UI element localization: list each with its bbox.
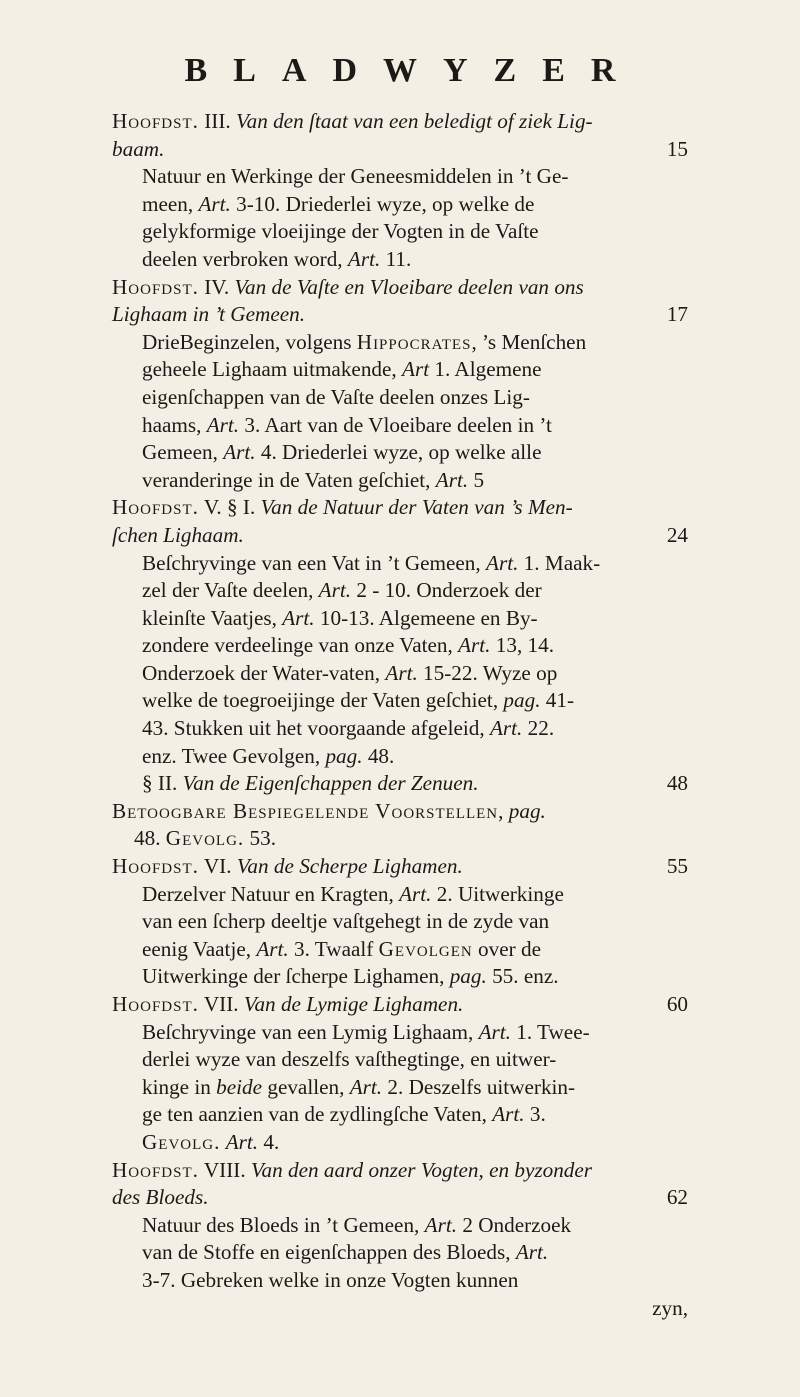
- text-line: [142, 881, 688, 909]
- text-line: [142, 632, 688, 660]
- roman-text: 3-10. Driederlei wyze, op welke de: [230, 191, 535, 216]
- italic-text: Art.: [492, 1102, 525, 1127]
- roman-text: 4. Driederlei wyze, op welke alle: [255, 440, 542, 465]
- text-line: [112, 991, 688, 1019]
- text-line: [142, 1212, 688, 1240]
- italic-text: Art.: [318, 578, 352, 603]
- italic-text: Van de Vaſte en Vloeibare deelen van ons: [234, 274, 584, 299]
- roman-text: meen,: [142, 191, 199, 216]
- italic-text: Van de Natuur der Vaten van ’s Men-: [260, 495, 573, 520]
- italic-text: Art.: [515, 1240, 549, 1265]
- entry-summary: [120, 550, 688, 771]
- roman-text: Natuur en Werkinge der Geneesmiddelen in ’t Ge-: [142, 164, 569, 189]
- roman-text: VII.: [198, 992, 244, 1016]
- text-line: [112, 1157, 688, 1185]
- roman-text: kinge in: [142, 1074, 217, 1099]
- italic-text: Art.: [486, 550, 519, 575]
- italic-text: Art.: [256, 936, 289, 961]
- entry-summary: [120, 163, 688, 273]
- roman-text: Beſchryvinge van een Lymig Lighaam,: [142, 1019, 479, 1044]
- text-line: [112, 1184, 688, 1212]
- text-line: [142, 605, 688, 633]
- entry-summary: [120, 770, 688, 798]
- page-number: 24: [666, 522, 688, 547]
- italic-text: ſchen Lighaam.: [112, 522, 244, 547]
- text-line: [142, 963, 688, 991]
- text-line: [142, 246, 688, 274]
- italic-text: Art.: [347, 246, 381, 271]
- roman-text: 3.: [524, 1102, 546, 1127]
- small-caps-text: Hoofdst.: [112, 274, 199, 299]
- text-line: [142, 715, 688, 743]
- text-line: [142, 412, 688, 440]
- small-caps-text: Gevolg.: [165, 826, 245, 851]
- roman-text: Natuur des Bloeds in ’t Gemeen,: [142, 1212, 425, 1237]
- text-line: [142, 908, 688, 936]
- italic-text: Van de Eigenſchappen der Zenuen.: [182, 771, 479, 796]
- roman-text: V. § I.: [198, 495, 261, 520]
- roman-text: § II.: [142, 771, 183, 796]
- text-line: [120, 825, 688, 853]
- chapter-heading: [112, 108, 688, 163]
- italic-text: Art.: [478, 1019, 511, 1044]
- roman-text: 22.: [522, 716, 555, 741]
- roman-text: eigenſchappen van de Vaſte deelen onzes Lig-: [142, 384, 530, 409]
- small-caps-text: Hoofdst.: [112, 495, 199, 520]
- roman-text: 53.: [244, 826, 276, 851]
- roman-text: Onderzoek der Water-vaten,: [142, 660, 386, 685]
- roman-text: 10-13. Algemeene en By-: [314, 605, 538, 630]
- roman-text: 3. Aart van de Vloeibare deelen in ’t: [239, 412, 552, 437]
- chapter-heading: [112, 1157, 688, 1212]
- text-line: [112, 522, 688, 550]
- page-number: 62: [666, 1185, 688, 1210]
- italic-text: pag.: [508, 798, 546, 823]
- italic-text: Art.: [282, 605, 315, 630]
- text-line: [142, 1267, 688, 1295]
- italic-text: Art.: [225, 1129, 259, 1154]
- italic-text: Art.: [223, 440, 256, 465]
- text-line: [142, 218, 688, 246]
- roman-text: 4.: [258, 1129, 280, 1154]
- text-line: [112, 798, 688, 826]
- roman-text: 1. Twee-: [510, 1019, 590, 1044]
- page-number: 60: [666, 992, 688, 1016]
- text-line: [142, 356, 688, 384]
- roman-text: Beſchryvinge van een Vat in ’t Gemeen,: [142, 550, 486, 575]
- roman-text: gevallen,: [262, 1074, 350, 1099]
- roman-text: DrieBeginzelen, volgens: [142, 329, 357, 354]
- roman-text: 15-22. Wyze op: [417, 660, 558, 685]
- small-caps-text: Gevolg.: [142, 1129, 221, 1154]
- text-line: [142, 191, 688, 219]
- roman-text: Derzelver Natuur en Kragten,: [142, 881, 400, 906]
- entry-summary: [120, 1019, 688, 1157]
- roman-text: 43. Stukken uit het voorgaande afgeleid,: [142, 716, 490, 741]
- italic-text: Art: [402, 357, 430, 382]
- entry-summary: [120, 1212, 688, 1320]
- text-line: [112, 136, 688, 164]
- italic-text: Van den aard onzer Vogten, en byzonder: [250, 1157, 593, 1182]
- roman-text: 48.: [134, 826, 166, 851]
- italic-text: Art.: [489, 716, 523, 741]
- italic-text: Van de Scherpe Lighamen.: [236, 854, 463, 879]
- italic-text: Lighaam in ’t Gemeen.: [112, 302, 306, 327]
- roman-text: geheele Lighaam uitmakende,: [142, 357, 403, 382]
- page-number: 15: [666, 136, 688, 161]
- italic-text: Art.: [349, 1074, 383, 1099]
- index-text: [112, 108, 688, 1322]
- italic-text: Art.: [399, 881, 432, 906]
- running-head: BLADWYZER: [184, 52, 642, 89]
- chapter-heading: [112, 853, 688, 881]
- text-line: [142, 743, 688, 771]
- italic-text: baam.: [112, 136, 165, 161]
- roman-text: 2 - 10. Onderzoek der: [351, 578, 542, 603]
- small-caps-text: Hoofdst.: [112, 1157, 199, 1182]
- chapter-heading: [112, 494, 688, 549]
- small-caps-text: Hippocrates: [356, 329, 472, 354]
- text-line: [142, 467, 688, 495]
- page-number: 48: [666, 771, 688, 796]
- roman-text: 48.: [362, 743, 395, 768]
- text-line: [142, 1046, 688, 1074]
- text-line: [142, 1129, 688, 1157]
- roman-text: over de: [472, 936, 541, 961]
- roman-text: gelykformige vloeijinge der Vogten in de Vaſte: [142, 219, 539, 244]
- roman-text: 13, 14.: [490, 633, 555, 658]
- text-line: [112, 494, 688, 522]
- text-line: [142, 550, 688, 578]
- italic-text: Art.: [458, 633, 491, 658]
- text-line: [142, 384, 688, 412]
- italic-text: Art.: [424, 1212, 458, 1237]
- roman-text: haams,: [142, 412, 207, 437]
- entry-summary: [120, 881, 688, 991]
- roman-text: derlei wyze van deszelfs vaſthegtinge, en uitwer-: [142, 1047, 557, 1072]
- chapter-heading: [112, 274, 688, 329]
- text-line: [142, 163, 688, 191]
- roman-text: zondere verdeelinge van onze Vaten,: [142, 633, 459, 658]
- roman-text: ge ten aanzien van de zydlingſche Vaten,: [142, 1102, 493, 1127]
- page-number: zyn,: [652, 1295, 688, 1320]
- small-caps-text: Hoofdst.: [112, 854, 199, 879]
- text-line: [112, 853, 688, 881]
- roman-text: 1. Maak-: [518, 550, 601, 575]
- text-line: [142, 1101, 688, 1129]
- entry-summary: [120, 329, 688, 495]
- italic-text: Art.: [198, 191, 231, 216]
- roman-text: 11.: [380, 246, 412, 271]
- italic-text: pag.: [503, 688, 541, 713]
- italic-text: Van de Lymige Lighamen.: [243, 992, 464, 1016]
- text-line: [142, 1239, 688, 1267]
- roman-text: 3. Twaalf: [288, 936, 379, 961]
- roman-text: van de Stoffe en eigenſchappen des Bloeds,: [142, 1240, 516, 1265]
- roman-text: , ’s Menſchen: [471, 329, 587, 354]
- chapter-heading: [112, 798, 688, 853]
- italic-text: Art.: [435, 467, 469, 492]
- roman-text: 1. Algemene: [429, 357, 542, 382]
- roman-text: VI.: [198, 854, 237, 879]
- roman-text: zel der Vaſte deelen,: [142, 578, 319, 603]
- roman-text: veranderinge in de Vaten geſchiet,: [142, 467, 436, 492]
- text-line: [142, 1019, 688, 1047]
- text-line: [142, 660, 688, 688]
- roman-text: Uitwerkinge der ſcherpe Lighamen,: [142, 964, 450, 989]
- roman-text: 41-: [540, 688, 575, 713]
- roman-text: IV.: [198, 274, 235, 299]
- small-caps-text: Hoofdst.: [112, 109, 199, 133]
- italic-text: pag.: [325, 743, 363, 768]
- italic-text: des Bloeds.: [112, 1185, 209, 1210]
- roman-text: eenig Vaatje,: [142, 936, 257, 961]
- roman-text: ,: [498, 798, 509, 823]
- italic-text: pag.: [449, 964, 487, 989]
- roman-text: welke de toegroeijinge der Vaten geſchiet,: [142, 688, 504, 713]
- italic-text: Art.: [206, 412, 240, 437]
- roman-text: 2 Onderzoek: [457, 1212, 572, 1237]
- text-line: [142, 1074, 688, 1102]
- italic-text: beide: [216, 1074, 263, 1099]
- roman-text: enz. Twee Gevolgen,: [142, 743, 326, 768]
- roman-text: 3-7. Gebreken welke in onze Vogten kunnen: [142, 1267, 519, 1292]
- text-line: [112, 274, 688, 302]
- roman-text: VIII.: [198, 1157, 251, 1182]
- text-line: [142, 936, 688, 964]
- small-caps-text: Gevolgen: [378, 936, 473, 961]
- roman-text: 5: [468, 467, 485, 492]
- page-number: 17: [666, 302, 688, 327]
- italic-text: Van den ſtaat van een beledigt of ziek Lig-: [236, 109, 593, 133]
- text-line: [142, 687, 688, 715]
- page-number: 55: [666, 854, 688, 879]
- roman-text: kleinſte Vaatjes,: [142, 605, 283, 630]
- text-line: [142, 329, 688, 357]
- roman-text: 2. Uitwerkinge: [431, 881, 564, 906]
- text-line: [112, 301, 688, 329]
- small-caps-text: Hoofdst.: [112, 992, 199, 1016]
- small-caps-text: Betoogbare Bespiegelende Voorstellen: [112, 798, 499, 823]
- roman-text: 2. Deszelfs uitwerkin-: [382, 1074, 576, 1099]
- chapter-heading: [112, 991, 688, 1019]
- roman-text: 55. enz.: [486, 964, 559, 989]
- italic-text: Art.: [385, 660, 418, 685]
- roman-text: Gemeen,: [142, 440, 224, 465]
- text-line: [142, 439, 688, 467]
- roman-text: van een ſcherp deeltje vaſtgehegt in de zyde van: [142, 909, 550, 934]
- roman-text: deelen verbroken word,: [142, 246, 348, 271]
- text-line: [112, 108, 688, 136]
- text-line: [142, 770, 688, 798]
- text-line: [142, 577, 688, 605]
- roman-text: III.: [198, 109, 237, 133]
